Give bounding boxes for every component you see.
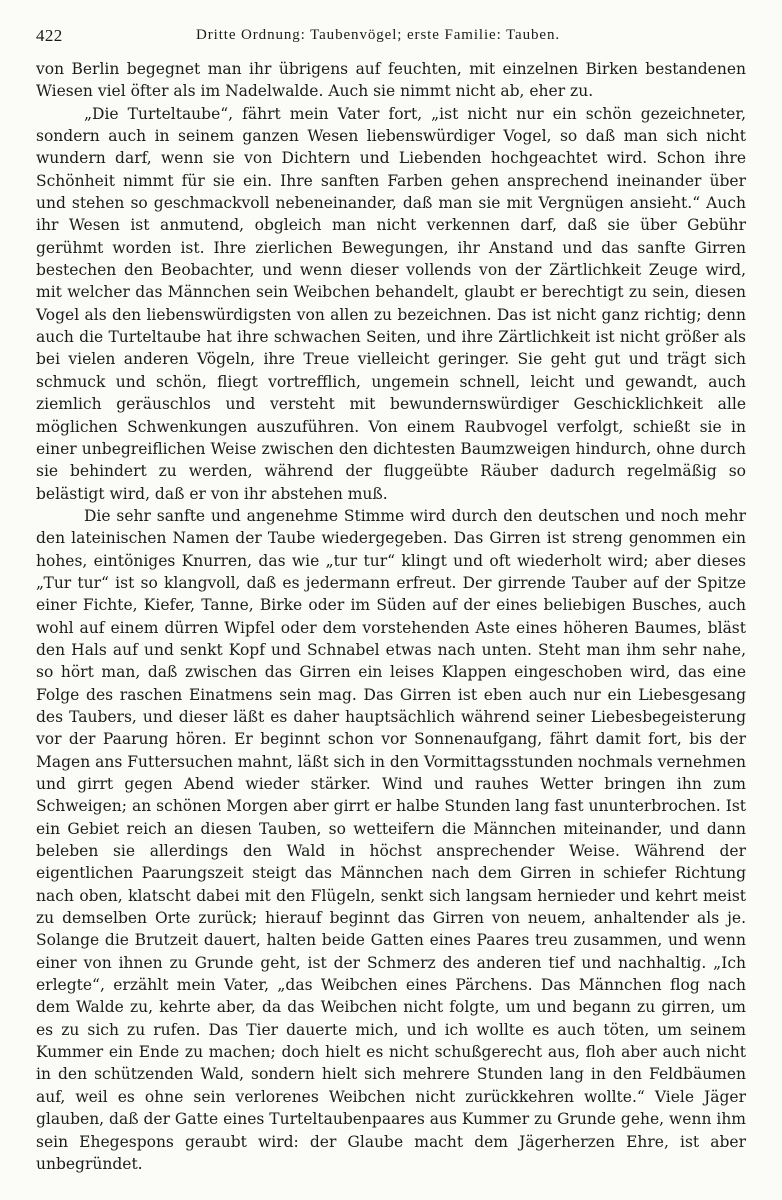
running-head: Dritte Ordnung: Taubenvögel; erste Familie: Tauben. — [196, 27, 561, 43]
paragraph-turteltaube-description: „Die Turteltaube“, fährt mein Vater fort, „ist nicht nur ein schön gezeichneter, sondern auch in seinem ganzen Wesen liebenswürdiger Vogel, so daß man sich nicht wundern darf, wenn sie von Dichtern und Liebenden hochgeachtet wird. Schon ihre Schönheit nimmt für sie ein. Ihre sanften Farben gehen ansprechend ineinander über und stehen so geschmackvoll nebeneinander, daß man sie mit Vergnügen ansieht.“ Auch ihr Wesen ist anmutend, obgleich man nicht verkennen darf, daß sie über Gebühr gerühmt worden ist. Ihre zierlichen Bewegungen, ihr Anstand und das sanfte Girren bestechen den Beobachter, und wenn dieser vollends von der Zärtlichkeit Zeuge wird, mit welcher das Männchen sein Weibchen behandelt, glaubt er berechtigt zu sein, diesen Vogel als den liebenswürdigsten von allen zu bezeichnen. Das ist nicht ganz richtig; denn auch die Turteltaube hat ihre schwachen Seiten, und ihre Zärtlichkeit ist nicht größer als bei vielen anderen Vögeln, ihre Treue vielleicht geringer. Sie geht gut und trägt sich schmuck und schön, fliegt vortrefflich, ungemein schnell, leicht und gewandt, auch ziemlich geräuschlos und versteht mit bewundernswürdiger Geschicklichkeit alle möglichen Schwenkungen auszuführen. Von einem Raubvogel verfolgt, schießt sie in einer unbegreiflichen Weise zwischen den dichtesten Baumzweigen hindurch, ohne durch sie behindert zu werden, während der fluggeübte Räuber dadurch regelmäßig so belästigt wird, daß er von ihr abstehen muß. — [36, 104, 746, 503]
paragraph-continuation: von Berlin begegnet man ihr übrigens auf feuchten, mit einzelnen Birken bestandenen Wiesen viel öfter als im Nadelwalde. Auch sie nimmt nicht ab, eher zu. — [36, 60, 746, 101]
paragraph-voice-and-behavior: Die sehr sanfte und angenehme Stimme wird durch den deutschen und noch mehr den lateinischen Namen der Taube wiedergegeben. Das Girren ist streng genommen ein hohes, eintöniges Knurren, das wie „tur tur“ klingt und oft wiederholt wird; aber dieses „Tur tur“ ist so klangvoll, daß es jedermann erfreut. Der girrende Tauber auf der Spitze einer Fichte, Kiefer, Tanne, Birke oder im Süden auf der eines beliebigen Busches, auch wohl auf einem dürren Wipfel oder dem vorstehenden Aste eines höheren Baumes, bläst den Hals auf und senkt Kopf und Schnabel etwas nach unten. Steht man ihm sehr nahe, so hört man, daß zwischen das Girren ein leises Klappen eingeschoben wird, das eine Folge des raschen Einatmens sein mag. Das Girren ist eben auch nur ein Liebesgesang des Taubers, und dieser läßt es daher hauptsächlich während seiner Liebesbegeisterung vor der Paarung hören. Er beginnt schon vor Sonnenaufgang, fährt damit fort, bis der Magen ans Futtersuchen mahnt, läßt sich in den Vormittagsstunden nochmals vernehmen und girrt gegen Abend wieder stärker. Wind und rauhes Wetter bringen ihn zum Schweigen; an schönen Morgen aber girrt er halbe Stunden lang fast ununterbrochen. Ist ein Gebiet reich an diesen Tauben, so wetteifern die Männchen miteinander, und dann beleben sie allerdings den Wald in höchst ansprechender Weise. Während der eigentlichen Paarungszeit steigt das Männchen nach dem Girren in schiefer Richtung nach oben, klatscht dabei mit den Flügeln, senkt sich langsam hernieder und kehrt meist zu demselben Orte zurück; hierauf beginnt das Girren von neuem, anhaltender als je. Solange die Brutzeit dauert, halten beide Gatten eines Paares treu zusammen, und wenn einer von ihnen zu Grunde geht, ist der Schmerz des anderen tief und nachhaltig. „Ich erlegte“, erzählt mein Vater, „das Weibchen eines Pärchens. Das Männchen flog nach dem Walde zu, kehrte aber, da das Weibchen nicht folgte, um und begann zu girren, um es zu sich zu rufen. Das Tier dauerte mich, und ich wollte es auch töten, um seinem Kummer ein Ende zu machen; doch hielt es nicht schußgerecht aus, floh aber auch nicht in den schützenden Wald, sondern hielt sich mehrere Stunden lang in den Feldbäumen auf, weil es ohne sein verlorenes Weibchen nicht zurückkehren wollte.“ Viele Jäger glauben, daß der Gatte eines Turteltaubenpaares aus Kummer zu Grunde gehe, wenn ihm sein Ehegespons geraubt wird: der Glaube macht dem Jägerherzen Ehre, ist aber unbegründet. — [36, 506, 746, 1173]
page-header — [36, 26, 742, 48]
body-text — [36, 58, 746, 1175]
page-number: 422 — [36, 26, 63, 45]
